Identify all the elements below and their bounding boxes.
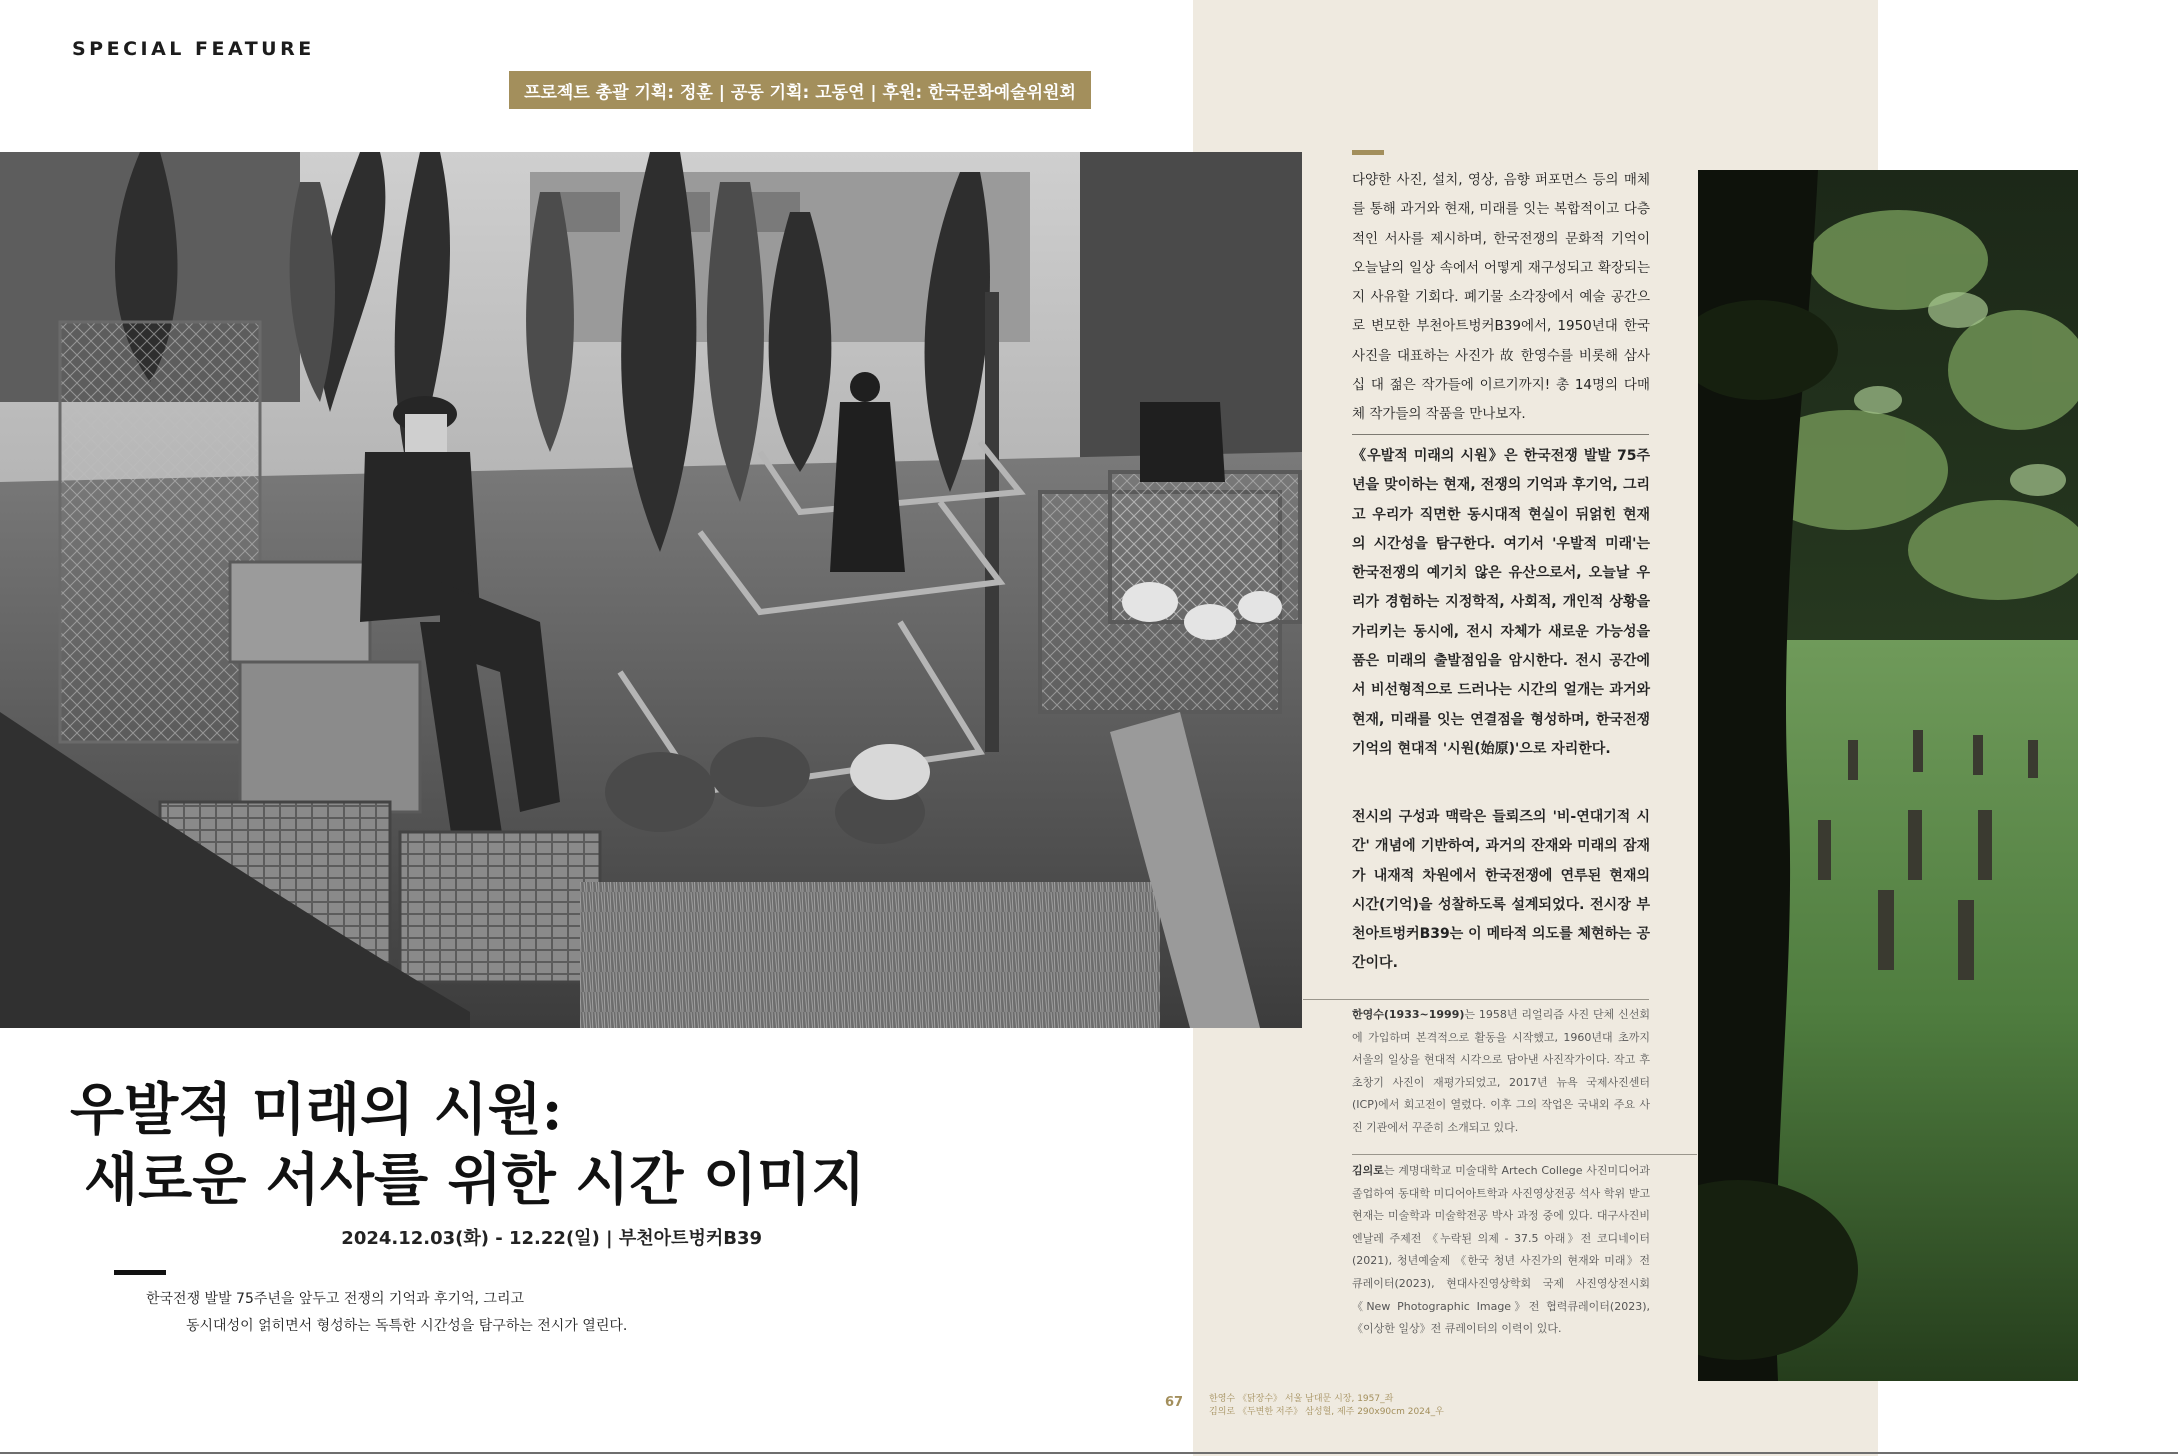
page-bottom-rule: [0, 1452, 2178, 1454]
artist-bio-2: [1352, 1160, 1650, 1341]
intro-line-2: 동시대성이 얽히면서 형성하는 독특한 시간성을 탐구하는 전시가 열린다.: [186, 1318, 628, 1334]
market-photograph: [0, 152, 1302, 1028]
divider-1: [1352, 434, 1649, 435]
artist-bio-1: [1352, 1004, 1650, 1140]
intro-line-1: 한국전쟁 발발 75주년을 앞두고 전쟁의 기억과 후기억, 그리고: [146, 1291, 524, 1307]
photo-captions: [1209, 1393, 1669, 1419]
title-line-2: 새로운 서사를 위한 시간 이미지: [84, 1147, 866, 1213]
credits-banner: 프로젝트 총괄 기획: 정훈 | 공동 기획: 고동연 | 후원: 한국문화예술위원회: [509, 71, 1091, 109]
column-accent: [1352, 150, 1384, 155]
body-paragraph-2: 《우발적 미래의 시원》은 한국전쟁 발발 75주년을 맞이하는 현재, 전쟁의 기억과 후기억, 그리고 우리가 직면한 동시대적 현실이 뒤얽힌 현재의 시간성을 탐구한다. 여기서 '우발적 미래'는 한국전쟁의 예기치 않은 유산으로서, 오늘날 우리가 경험하는 지정학적, 사회적, 개인적 상황을 가리키는 동시에, 전시 자체가 새로운 가능성을 품은 미래의 출발점임을 암시한다. 전시 공간에서 비선형적으로 드러나는 시간의 얼개는 과거와 현재, 미래를 잇는 연결점을 형성하며, 한국전쟁 기억의 현대적 '시원(始原)'으로 자리한다.: [1352, 448, 1650, 757]
bio-text-2: 는 계명대학교 미술대학 Artech College 사진미디어과 졸업하여 동대학 미디어아트학과 사진영상전공 석사 학위 받고 현재는 미술학과 미술학전공 박사 과정 중에 있다. 대구사진비엔날레 주제전 《누락된 의제 - 37.5 아래》전 코디네이터(2021), 청년예술제 《한국 청년 사진가의 현재와 미래》전 큐레이터(2023), 현대사진영상학회 국제 사진영상전시회 《New Photographic Image》전 협력큐레이터(2023), 《이상한 일상》전 큐레이터의 이력이 있다.: [1352, 1164, 1650, 1336]
body-paragraph-3: 전시의 구성과 맥락은 들뢰즈의 '비-연대기적 시간' 개념에 기반하여, 과거의 잔재와 미래의 잠재가 내재적 차원에서 한국전쟁에 연루된 현재의 시간(기억)을 성찰하도록 설계되었다. 전시장 부천아트벙커B39는 이 메타적 의도를 체현하는 공간이다.: [1352, 809, 1650, 972]
exhibition-dates: 2024.12.03(화) - 12.22(일) | 부천아트벙커B39: [341, 1228, 762, 1249]
divider-2: [1303, 999, 1649, 1000]
divider-3: [1352, 1154, 1697, 1155]
intro-text: [146, 1286, 706, 1340]
caption-2: 김의로 《두변한 저주》 삼성혈, 제주 290x90cm 2024_우: [1209, 1407, 1444, 1417]
body-paragraph-1: 다양한 사진, 설치, 영상, 음향 퍼포먼스 등의 매체를 통해 과거와 현재, 미래를 잇는 복합적이고 다층적인 서사를 제시하며, 한국전쟁의 문화적 기억이 오늘날의 일상 속에서 어떻게 재구성되고 확장되는지 사유할 기회다. 폐기물 소각장에서 예술 공간으로 변모한 부천아트벙커B39에서, 1950년대 한국 사진을 대표하는 사진가 故 한영수를 비롯해 삼사십 대 젊은 작가들에 이르기까지! 총 14명의 다매체 작가들의 작품을 만나보자.: [1352, 172, 1650, 423]
bio-name-2: 김의로: [1352, 1164, 1384, 1177]
bio-name-1: 한영수(1933~1999): [1352, 1008, 1465, 1021]
title-line-1: 우발적 미래의 시원:: [70, 1077, 563, 1143]
cemetery-photograph: [1698, 170, 2078, 1381]
caption-1: 한영수 《닭장수》 서울 남대문 시장, 1957_좌: [1209, 1394, 1394, 1404]
title-divider: [114, 1270, 166, 1275]
section-label: SPECIAL FEATURE: [72, 38, 315, 60]
bio-text-1: 는 1958년 리얼리즘 사진 단체 신선회에 가입하며 본격적으로 활동을 시작했고, 1960년대 초까지 서울의 일상을 현대적 시각으로 담아낸 사진작가이다. 작고 후 초창기 사진이 재평가되었고, 2017년 뉴욕 국제사진센터(ICP)에서 회고전이 열렸다. 이후 그의 작업은 국내외 주요 사진 기관에서 꾸준히 소개되고 있다.: [1352, 1008, 1650, 1134]
page-number: 67: [1165, 1395, 1184, 1410]
feature-title: [70, 1075, 865, 1215]
